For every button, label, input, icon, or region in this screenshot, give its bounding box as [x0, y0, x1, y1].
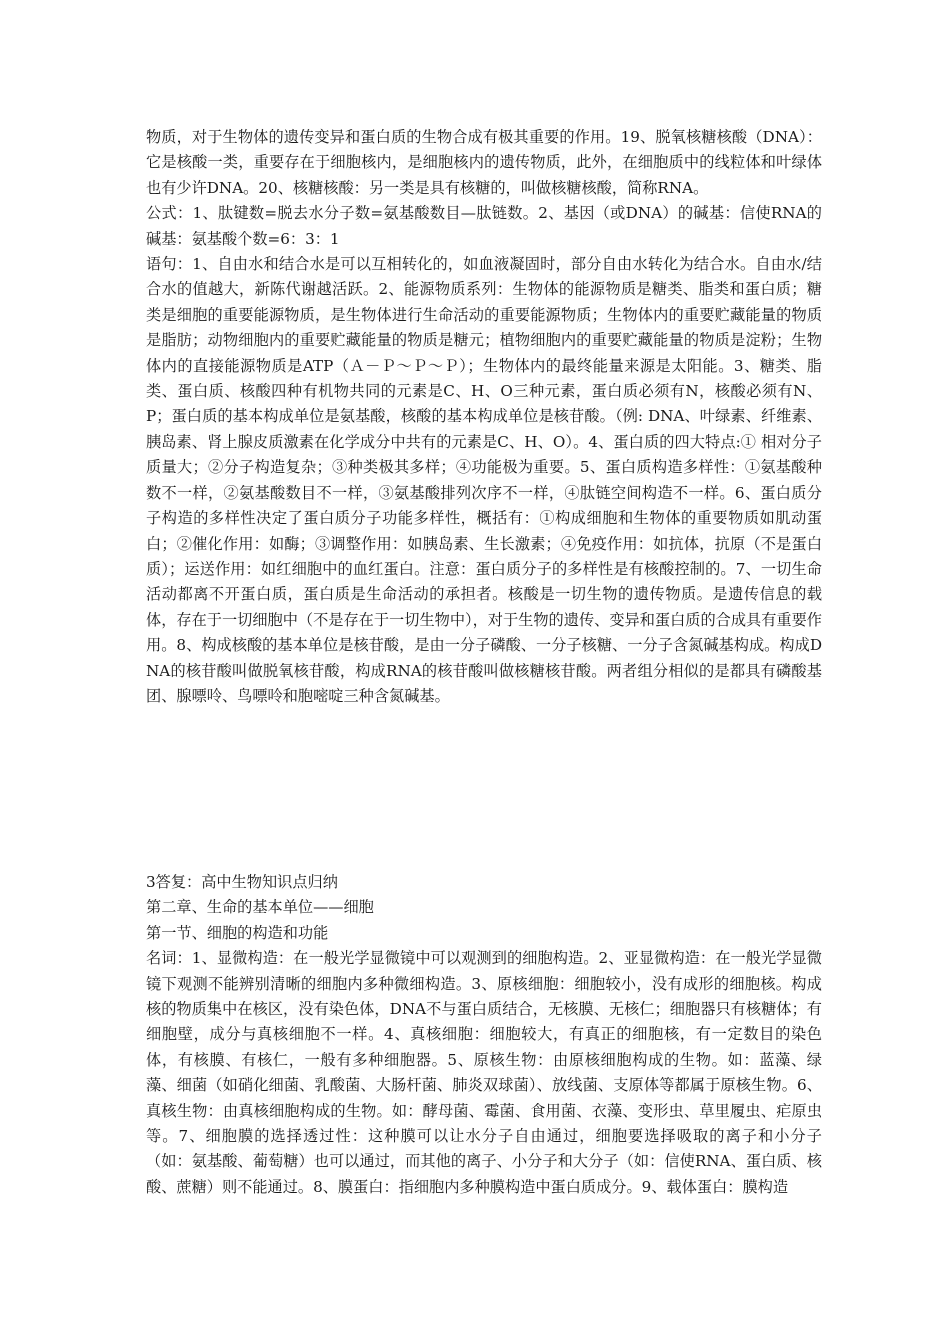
chapter-heading: 第二章、生命的基本单位——细胞 [146, 898, 374, 917]
paragraph-nucleic-acid-terms: 物质，对于生物体的遗传变异和蛋白质的生物合成有极其重要的作用。19、脱氧核糖核酸（DNA）：它是核酸一类，重要存在于细胞核内，是细胞核内的遗传物质，此外，在细胞质中的线粒体和叶绿体也有少许DNA。20、核糖核酸：另一类是具有核糖的，叫做核糖核酸，简称RNA。 [146, 128, 822, 197]
text-block-upper [146, 125, 822, 709]
paragraph-formulas: 公式：1、肽键数=脱去水分子数=氨基酸数目—肽链数。2、基因（或DNA）的碱基：信使RNA的碱基：氨基酸个数=6：3：1 [146, 204, 822, 248]
text-block-lower [146, 870, 822, 1200]
section-heading: 第一节、细胞的构造和功能 [146, 923, 329, 942]
paragraph-cell-terms: 名词：1、显微构造：在一般光学显微镜中可以观测到的细胞构造。2、亚显微构造：在一般光学显微镜下观测不能辨别清晰的细胞内多种微细构造。3、原核细胞：细胞较小，没有成形的细胞核。构成核的物质集中在核区，没有染色体，DNA不与蛋白质结合，无核膜、无核仁；细胞器只有核糖体；有细胞壁，成分与真核细胞不一样。4、真核细胞：细胞较大，有真正的细胞核，有一定数目的染色体，有核膜、有核仁，一般有多种细胞器。5、原核生物：由原核细胞构成的生物。如：蓝藻、绿藻、细菌（如硝化细菌、乳酸菌、大肠杆菌、肺炎双球菌）、放线菌、支原体等都属于原核生物。6、真核生物：由真核细胞构成的生物。如：酵母菌、霉菌、食用菌、衣藻、变形虫、草里履虫、疟原虫等。7、细胞膜的选择透过性：这种膜可以让水分子自由通过，细胞要选择吸取的离子和小分子（如：氨基酸、葡萄糖）也可以通过，而其他的离子、小分子和大分子（如：信使RNA、蛋白质、核酸、蔗糖）则不能通过。8、膜蛋白：指细胞内多种膜构造中蛋白质成分。9、载体蛋白：膜构造 [146, 949, 822, 1196]
reply-heading: 3答复：高中生物知识点归纳 [146, 873, 338, 891]
paragraph-statements: 语句：1、自由水和结合水是可以互相转化的，如血液凝固时，部分自由水转化为结合水。自由水/结合水的值越大，新陈代谢越活跃。2、能源物质系列：生物体的能源物质是糖类、脂类和蛋白质；糖类是细胞的重要能源物质，是生物体进行生命活动的重要能源物质；生物体内的重要贮藏能量的物质是脂肪；动物细胞内的重要贮藏能量的物质是糖元；植物细胞内的重要贮藏能量的物质是淀粉；生物体内的直接能源物质是ATP（Ａ－Ｐ～Ｐ～Ｐ）；生物体内的最终能量来源是太阳能。3、糖类、脂类、蛋白质、核酸四种有机物共同的元素是C、H、O三种元素，蛋白质必须有N，核酸必须有N、P；蛋白质的基本构成单位是氨基酸，核酸的基本构成单位是核苷酸。（例: DNA、叶绿素、纤维素、胰岛素、肾上腺皮质激素在化学成分中共有的元素是C、H、O）。4、蛋白质的四大特点:① 相对分子质量大；②分子构造复杂；③种类极其多样；④功能极为重要。5、蛋白质构造多样性：①氨基酸种数不一样，②氨基酸数目不一样，③氨基酸排列次序不一样，④肽链空间构造不一样。6、蛋白质分子构造的多样性决定了蛋白质分子功能多样性，概括有：①构成细胞和生物体的重要物质如肌动蛋白；②催化作用：如酶；③调整作用：如胰岛素、生长激素；④免疫作用：如抗体，抗原（不是蛋白质）；运送作用：如红细胞中的血红蛋白。注意：蛋白质分子的多样性是有核酸控制的。7、一切生命活动都离不开蛋白质，蛋白质是生命活动的承担者。核酸是一切生物的遗传物质。是遗传信息的载体，存在于一切细胞中（不是存在于一切生物中），对于生物的遗传、变异和蛋白质的合成具有重要作用。8、构成核酸的基本单位是核苷酸，是由一分子磷酸、一分子核糖、一分子含氮碱基构成。构成DNA的核苷酸叫做脱氧核苷酸，构成RNA的核苷酸叫做核糖核苷酸。两者组分相似的是都具有磷酸基团、腺嘌呤、鸟嘌呤和胞嘧啶三种含氮碱基。 [146, 255, 822, 705]
